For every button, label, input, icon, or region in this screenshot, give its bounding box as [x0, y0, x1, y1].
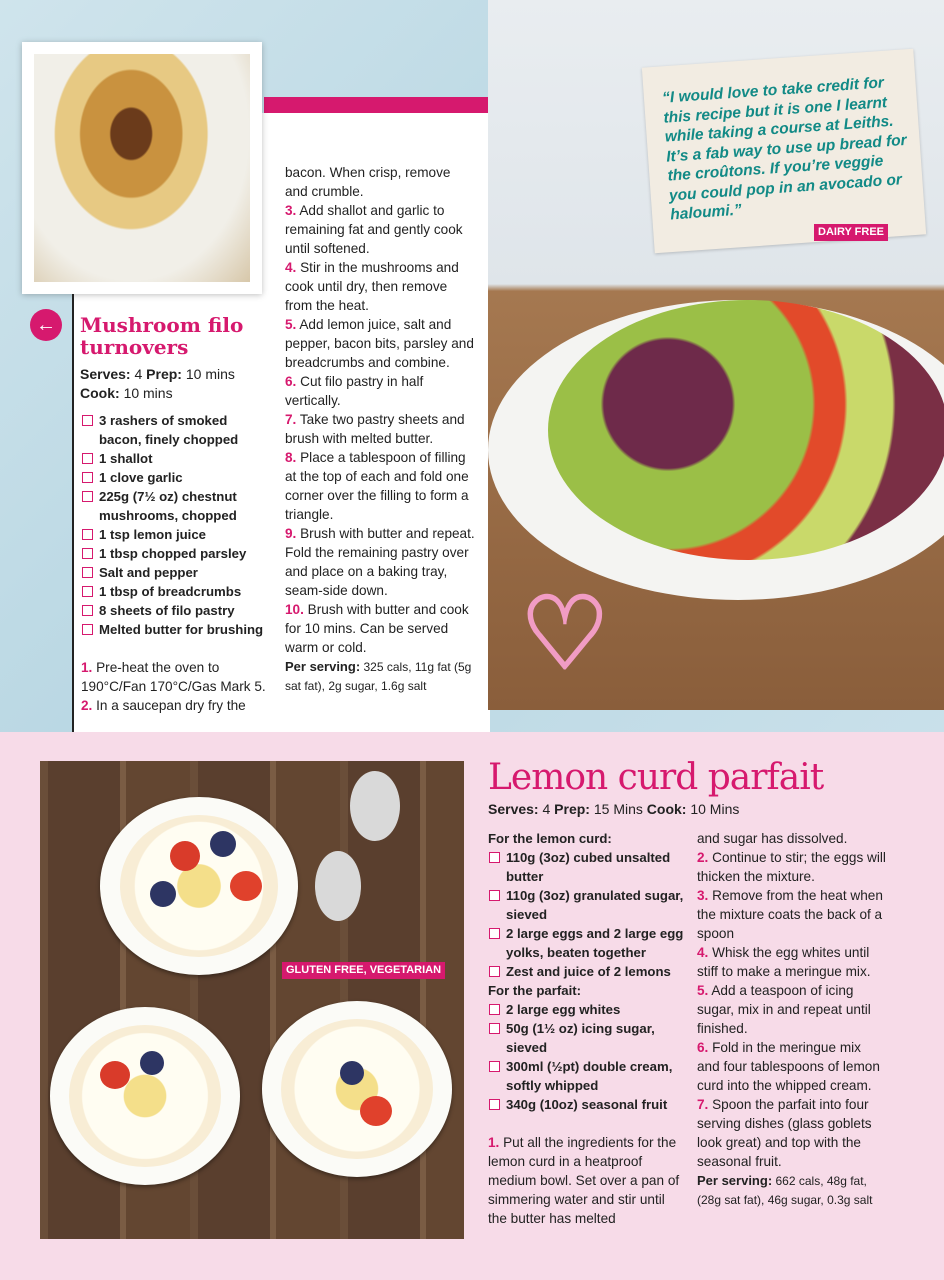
ingredient-label: Zest and juice of 2 lemons: [506, 964, 671, 979]
recipe1-ingredients: [81, 411, 273, 639]
checkbox-icon[interactable]: [82, 529, 93, 540]
checkbox-icon[interactable]: [489, 1061, 500, 1072]
method-step: 7. Take two pastry sheets and brush with melted butter.: [285, 412, 465, 446]
ingredient-item[interactable]: [81, 582, 273, 601]
recipe2-ingredients: [488, 829, 688, 1114]
recipe2-title: Lemon curd parfait: [488, 757, 824, 798]
method-step: 5. Add lemon juice, salt and pepper, bacon bits, parsley and breadcrumbs and combine.: [285, 317, 474, 370]
ingredient-item[interactable]: [81, 563, 273, 582]
checkbox-icon[interactable]: [82, 567, 93, 578]
checkbox-icon[interactable]: [489, 966, 500, 977]
ingredient-item[interactable]: [81, 620, 273, 639]
method-step: 2. Continue to stir; the eggs will thicken the mixture.: [697, 850, 886, 884]
ingredient-label: 225g (7½ oz) chestnut mushrooms, chopped: [99, 489, 237, 523]
ingredient-label: 2 large egg whites: [506, 1002, 621, 1017]
ingredient-label: 50g (1½ oz) icing sugar, sieved: [506, 1021, 655, 1055]
method-step: 4. Whisk the egg whites until stiff to make a meringue mix.: [697, 945, 871, 979]
recipe2-meta: Serves: 4 Prep: 15 Mins Cook: 10 Mins: [488, 801, 740, 817]
ingredient-item[interactable]: [488, 1019, 688, 1057]
gluten-free-vegetarian-badge: GLUTEN FREE, VEGETARIAN: [282, 962, 445, 979]
ingredient-item[interactable]: [81, 525, 273, 544]
checkbox-icon[interactable]: [489, 1099, 500, 1110]
checkbox-icon[interactable]: [82, 415, 93, 426]
quote-text: “I would love to take credit for this recipe but it is one I learnt while taking a course at Leiths. It’s a fab way to use up bread for the croûtons. If you’re veggie you could pop in an avocado or haloumi.”: [661, 74, 908, 224]
ingredient-label: 1 tbsp chopped parsley: [99, 546, 247, 561]
checkbox-icon[interactable]: [82, 491, 93, 502]
checkbox-icon[interactable]: [82, 586, 93, 597]
ingredient-item[interactable]: [81, 544, 273, 563]
method-step: 8. Place a tablespoon of filling at the top of each and fold one corner over the filling to form a triangle.: [285, 450, 469, 522]
turnover-photo: [22, 42, 262, 294]
ingredient-item[interactable]: [488, 848, 688, 886]
recipe2-steps-col1: [488, 1133, 684, 1228]
recipe1-steps-col2: bacon. When crisp, remove and crumble. 3. Add shallot and garlic to remaining fat and gently cook until softened. 4. Stir in the mushrooms and cook until dry, then remove from the heat. 5. Add lemon juice, salt and pepper, bacon bits, parsley and breadcrumbs and combine. 6. Cut filo pastry in half vertically. 7. Take two pastry sheets and brush with melted butter. 8. Place a tablespoon of filling at the top of each and fold one corner over the filling to form a triangle. 9. Brush with butter and repeat. Fold the remaining pastry over and place on a baking tray, seam-side down. 10. Brush with butter and cook for 10 mins. Can be served warm or cold. Per serving: 325 cals, 11g fat (5g sat fat), 2g sugar, 1.6g salt: [285, 165, 475, 693]
ingredient-item[interactable]: [488, 886, 688, 924]
recipe1-meta: Serves: 4 Prep: 10 mins Cook: 10 mins: [80, 366, 235, 401]
method-step: 2. In a saucepan dry fry the: [81, 698, 246, 713]
checkbox-icon[interactable]: [489, 852, 500, 863]
method-step: 3. Add shallot and garlic to remaining fat and gently cook until softened.: [285, 203, 463, 256]
method-step: 9. Brush with butter and repeat. Fold the remaining pastry over and place on a baking tray, seam-side down.: [285, 526, 475, 598]
ingredient-label: 2 large eggs and 2 large egg yolks, beaten together: [506, 926, 684, 960]
recipe1-title: Mushroom filo turnovers: [80, 313, 244, 359]
ingredient-label: 1 clove garlic: [99, 470, 183, 485]
method-step: 6. Fold in the meringue mix and four tablespoons of lemon curd into the whipped cream.: [697, 1040, 880, 1093]
method-step: 1. Pre-heat the oven to 190°C/Fan 170°C/Gas Mark 5.: [81, 660, 266, 694]
ingredient-label: 110g (3oz) granulated sugar, sieved: [506, 888, 684, 922]
ingredient-item[interactable]: [81, 487, 273, 525]
back-arrow-icon[interactable]: ←: [30, 309, 62, 341]
checkbox-icon[interactable]: [82, 453, 93, 464]
ingredient-item[interactable]: [488, 924, 688, 962]
ingredient-heading: For the lemon curd:: [488, 831, 612, 846]
method-step: 4. Stir in the mushrooms and cook until dry, then remove from the heat.: [285, 260, 459, 313]
ingredient-label: 340g (10oz) seasonal fruit: [506, 1097, 668, 1112]
ingredient-item[interactable]: [488, 1000, 688, 1019]
checkbox-icon[interactable]: [82, 605, 93, 616]
ingredient-label: 110g (3oz) cubed unsalted butter: [506, 850, 671, 884]
checkbox-icon[interactable]: [489, 1023, 500, 1034]
method-step: 5. Add a teaspoon of icing sugar, mix in and repeat until finished.: [697, 983, 871, 1036]
ingredient-label: 1 shallot: [99, 451, 153, 466]
ingredient-label: Melted butter for brushing: [99, 622, 264, 637]
ingredient-label: Salt and pepper: [99, 565, 198, 580]
accent-bar: [264, 97, 488, 113]
checkbox-icon[interactable]: [82, 624, 93, 635]
method-step: 1. Put all the ingredients for the lemon curd in a heatproof medium bowl. Set over a pan of simmering water and stir until the butter has melted: [488, 1135, 680, 1226]
method-step: 7. Spoon the parfait into four serving dishes (glass goblets look great) and top with the seasonal fruit.: [697, 1097, 872, 1169]
ingredient-item[interactable]: [488, 1057, 688, 1095]
checkbox-icon[interactable]: [82, 548, 93, 559]
parfait-photo: [40, 761, 464, 1239]
ingredient-label: 1 tbsp of breadcrumbs: [99, 584, 242, 599]
method-step: 10. Brush with butter and cook for 10 mins. Can be served warm or cold.: [285, 602, 469, 655]
heart-icon: ♡: [520, 578, 610, 690]
method-step: 3. Remove from the heat when the mixture coats the back of a spoon: [697, 888, 883, 941]
ingredient-heading: For the parfait:: [488, 983, 582, 998]
dairy-free-badge: DAIRY FREE: [814, 224, 888, 241]
ingredient-item[interactable]: [488, 1095, 688, 1114]
checkbox-icon[interactable]: [489, 890, 500, 901]
recipe2-steps-col2: and sugar has dissolved. 2. Continue to stir; the eggs will thicken the mixture. 3. Remove from the heat when the mixture coats the back of a spoon 4. Whisk the egg whites until stiff to make a meringue mix. 5. Add a teaspoon of icing sugar, mix in and repeat until finished. 6. Fold in the meringue mix and four tablespoons of lemon curd into the whipped cream. 7. Spoon the parfait into four serving dishes (glass goblets look great) and top with the seasonal fruit. Per serving: 662 cals, 48g fat, (28g sat fat), 46g sugar, 0.3g salt: [697, 831, 886, 1207]
ingredient-item[interactable]: [81, 468, 273, 487]
recipe1-steps-col1: [81, 658, 271, 715]
ingredient-label: 300ml (½pt) double cream, softly whipped: [506, 1059, 673, 1093]
method-step: 6. Cut filo pastry in half vertically.: [285, 374, 424, 408]
checkbox-icon[interactable]: [489, 1004, 500, 1015]
ingredient-item[interactable]: [81, 449, 273, 468]
divider-rule: [72, 294, 74, 732]
checkbox-icon[interactable]: [489, 928, 500, 939]
ingredient-label: 1 tsp lemon juice: [99, 527, 206, 542]
ingredient-label: 3 rashers of smoked bacon, finely chopped: [99, 413, 239, 447]
ingredient-item[interactable]: [488, 962, 688, 981]
ingredient-item[interactable]: [81, 411, 273, 449]
ingredient-label: 8 sheets of filo pastry: [99, 603, 235, 618]
checkbox-icon[interactable]: [82, 472, 93, 483]
ingredient-item[interactable]: [81, 601, 273, 620]
